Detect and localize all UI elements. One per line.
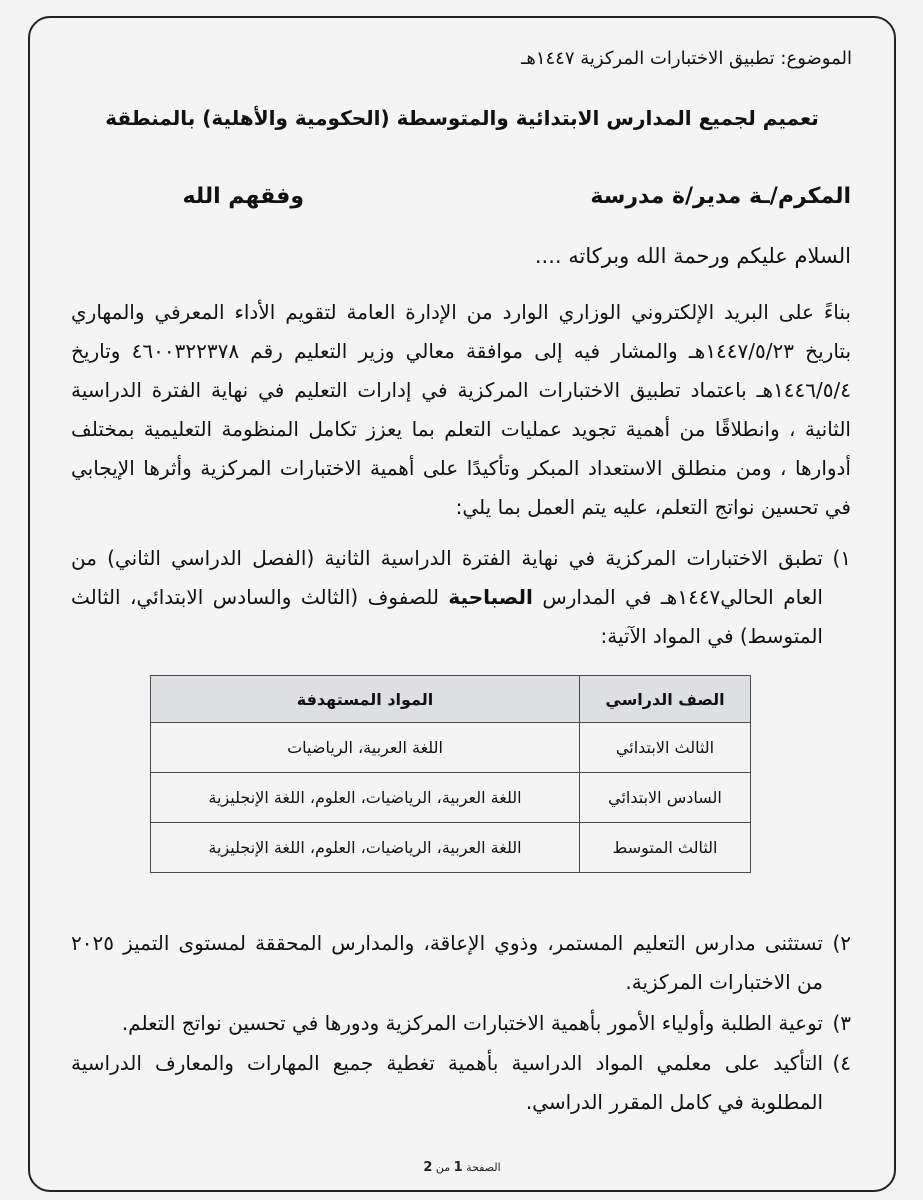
subject-line: الموضوع: تطبيق الاختبارات المركزية ١٤٤٧هـ	[521, 48, 852, 69]
list-item-text	[71, 539, 823, 656]
list-item	[71, 1044, 851, 1122]
table-cell-subjects: اللغة العربية، الرياضيات، العلوم، اللغة الإنجليزية	[151, 823, 580, 873]
list-item-text: توعية الطلبة وأولياء الأمور بأهمية الاختبارات المركزية ودورها في تحسين نواتج التعلم.	[121, 1011, 823, 1035]
addressee-title: المكرم/ـة مدير/ة مدرسة	[590, 184, 851, 209]
body-paragraph: بناءً على البريد الإلكتروني الوزاري الوارد من الإدارة العامة لتقويم الأداء المعرفي والمهاري بتاريخ ١٤٤٧/٥/٢٣هـ والمشار فيه إلى موافقة معالي وزير التعليم رقم ٤٦٠٠٣٢٢٣٧٨ وتاريخ ١٤٤٦/٥/٤هـ باعتماد تطبيق الاختبارات المركزية في إدارات التعليم في نهاية الفترة الدراسية الثانية ، وانطلاقًا من أهمية تجويد عمليات التعلم بما يعزز تكامل المنظومة التعليمية بمختلف أدوارها ، ومن منطلق الاستعداد المبكر وتأكيدًا على أهمية الاختبارات المركزية وأثرها الإيجابي في تحسين نواتج التعلم، عليه يتم العمل بما يلي:	[71, 300, 852, 519]
list-number: ١)	[832, 546, 851, 570]
list-item	[71, 1004, 851, 1043]
list-item-text: تستثنى مدارس التعليم المستمر، وذوي الإعاقة، والمدارس المحققة لمستوى التميز ٢٠٢٥ من الاختبارات المركزية.	[71, 931, 823, 994]
table-header-grade: الصف الدراسي	[580, 676, 751, 723]
circular-title: تعميم لجميع المدارس الابتدائية والمتوسطة (الحكومية والأهلية) بالمنطقة	[105, 106, 819, 130]
table-cell-grade: الثالث الابتدائي	[580, 723, 751, 773]
table-cell-grade: الثالث المتوسط	[580, 823, 751, 873]
list-number: ٤)	[832, 1051, 851, 1075]
page-total-number: 2	[423, 1160, 433, 1175]
table-row	[151, 823, 751, 873]
page-current-number: 1	[453, 1160, 463, 1175]
table-row	[151, 773, 751, 823]
table-cell-subjects: اللغة العربية، الرياضيات، العلوم، اللغة الإنجليزية	[151, 773, 580, 823]
page-word: الصفحة	[466, 1161, 501, 1174]
table-cell-subjects: اللغة العربية، الرياضيات	[151, 723, 580, 773]
table-row	[151, 723, 751, 773]
table-cell-grade: السادس الابتدائي	[580, 773, 751, 823]
item-text-part: للصفوف (الثالث والسادس الابتدائي، الثالث المتوسط) في المواد الآتية:	[71, 585, 823, 648]
addressee-blessing: وفقهم الله	[182, 184, 304, 209]
list-item-text: التأكيد على معلمي المواد الدراسية بأهمية تغطية جميع المهارات والمعارف الدراسية المطلوبة في كامل المقرر الدراسي.	[71, 1051, 823, 1114]
page-of-word: من	[435, 1161, 451, 1174]
item-text-part: تطبق الاختبارات المركزية في نهاية الفترة الدراسية الثانية (الفصل الدراسي الثاني) من العام الحالي١٤٤٧هـ في المدارس	[71, 546, 823, 609]
greeting: السلام عليكم ورحمة الله وبركاته ....	[534, 244, 851, 268]
document-page	[28, 16, 896, 1192]
list-number: ٣)	[832, 1011, 851, 1035]
table-header-row	[151, 676, 751, 723]
subjects-table-container	[185, 675, 751, 875]
list-number: ٢)	[832, 931, 851, 955]
subjects-table	[150, 675, 751, 873]
emphasized-text: الصباحية	[448, 585, 533, 609]
page-footer	[30, 1160, 894, 1175]
table-header-subjects: المواد المستهدفة	[151, 676, 580, 723]
list-item	[71, 924, 851, 1002]
list-item	[71, 539, 851, 656]
